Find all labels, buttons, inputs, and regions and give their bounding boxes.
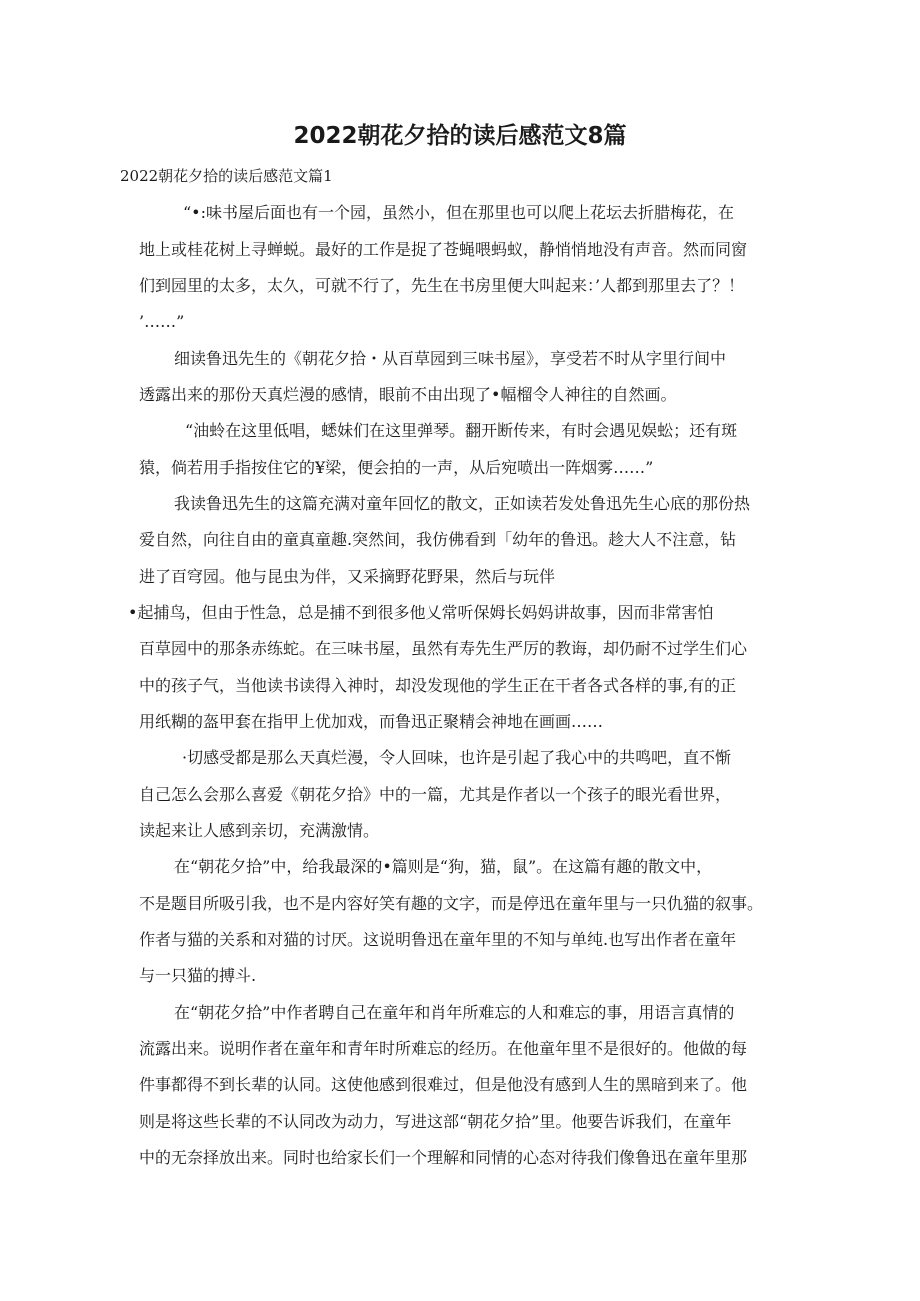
paragraph-line: 则是将这些长辈的不认同改为动力，写进这部“朝花夕拾”里。他要告诉我们，在童年 xyxy=(139,1112,732,1131)
paragraph-line: 作者与猫的关系和对猫的讨厌。这说明鲁迅在童年里的不知与单纯.也写出作者在童年 xyxy=(139,930,737,949)
paragraph-line: •起捕鸟，但由于性急，总是捕不到很多他乂常听保姆长妈妈讲故事，因而非常害怕 xyxy=(128,603,714,622)
paragraph-line: 与一只猫的搏斗. xyxy=(139,966,257,985)
paragraph-line: ·切感受都是那么天真烂漫，令人回味，也许是引起了我心中的共鸣吧，直不惭 xyxy=(182,748,732,767)
paragraph-line: 自己怎么会那么喜爱《朝花夕拾》中的一篇，尤其是作者以一个孩子的眼光看世界， xyxy=(139,785,732,804)
paragraph-line: 读起来让人感到亲切，充满激情。 xyxy=(139,821,380,840)
document-title: 2022朝花夕拾的读后感范文8篇 xyxy=(293,123,627,149)
paragraph-line: 百草园中的那条赤练蛇。在三味书屋，虽然有寿先生严厉的教诲，却仍耐不过学生们心 xyxy=(139,639,748,658)
section-heading: 2022朝花夕拾的读后感范文篇1 xyxy=(120,167,333,185)
paragraph-line: 地上或桂花树上寻蝉蜕。最好的工作是捉了苍蝇喂蚂蚁，静悄悄地没有声音。然而同窗 xyxy=(139,240,748,259)
paragraph-line: 我读鲁迅先生的这篇充满对童年回忆的散文，正如读若发处鲁迅先生心底的那份热 xyxy=(174,494,751,513)
paragraph-line: 在“朝花夕拾”中作者聘自己在童年和肖年所难忘的人和难忘的事，用语言真情的 xyxy=(174,1003,735,1022)
paragraph-line: ’……” xyxy=(139,312,185,331)
paragraph-line: “油蛉在这里低唱，蟋妹们在这里弹琴。翻开断传来，有时会遇见娱蚣；还有斑 xyxy=(185,421,738,440)
paragraph-line: 爱自然，向往自由的童真童趣.突然间，我仿佛看到「幼年的鲁迅。趁大人不注意，钻 xyxy=(139,530,737,549)
paragraph-line: 中的无奈择放出来。同时也给家长们一个理解和同情的心态对待我们像鲁迅在童年里那 xyxy=(139,1148,748,1167)
paragraph-line: 在“朝花夕拾”中，给我最深的•篇则是“狗，猫，鼠”。在这篇有趣的散文中， xyxy=(174,857,713,876)
paragraph-line: 不是题目所吸引我，也不是内容好笑有趣的文字，而是停迅在童年里与一只仇猫的叙事。 xyxy=(139,894,764,913)
paragraph-line: 件事都得不到长辈的认同。这使他感到很难过，但是他没有感到人生的黑暗到来了。他 xyxy=(139,1075,748,1094)
paragraph-line: 流露出来。说明作者在童年和青年时所难忘的经历。在他童年里不是很好的。他做的每 xyxy=(139,1039,748,1058)
paragraph-line: 们到园里的太多，太久，可就不行了，先生在书房里便大叫起来：’人都到那里去了？！ xyxy=(139,276,745,295)
paragraph-line: 中的孩子气，当他读书读得入神时，却没发现他的学生正在干者各式各样的事,有的正 xyxy=(139,676,737,695)
paragraph-line: 细读鲁迅先生的《朝花夕拾・从百草园到三味书屋》，享受若不时从字里行间中 xyxy=(174,349,727,368)
paragraph-line: 猿，倘若用手指按住它的¥梁，便会拍的一声，从后宛喷出一阵烟雾……” xyxy=(139,458,654,477)
paragraph-line: 用纸糊的盔甲套在指甲上优加戏，而鲁迅正聚精会神地在画画…… xyxy=(139,712,604,731)
paragraph-line: 透露出来的那份天真烂漫的感情，眼前不由出现了•幅榴令人神往的自然画。 xyxy=(139,385,677,404)
paragraph-line: 进了百穹园。他与昆虫为伴，又采摘野花野果，然后与玩伴 xyxy=(139,567,556,586)
paragraph-line: “•:味书屋后面也有一个园，虽然小，但在那里也可以爬上花坛去折腊梅花，在 xyxy=(183,203,735,222)
